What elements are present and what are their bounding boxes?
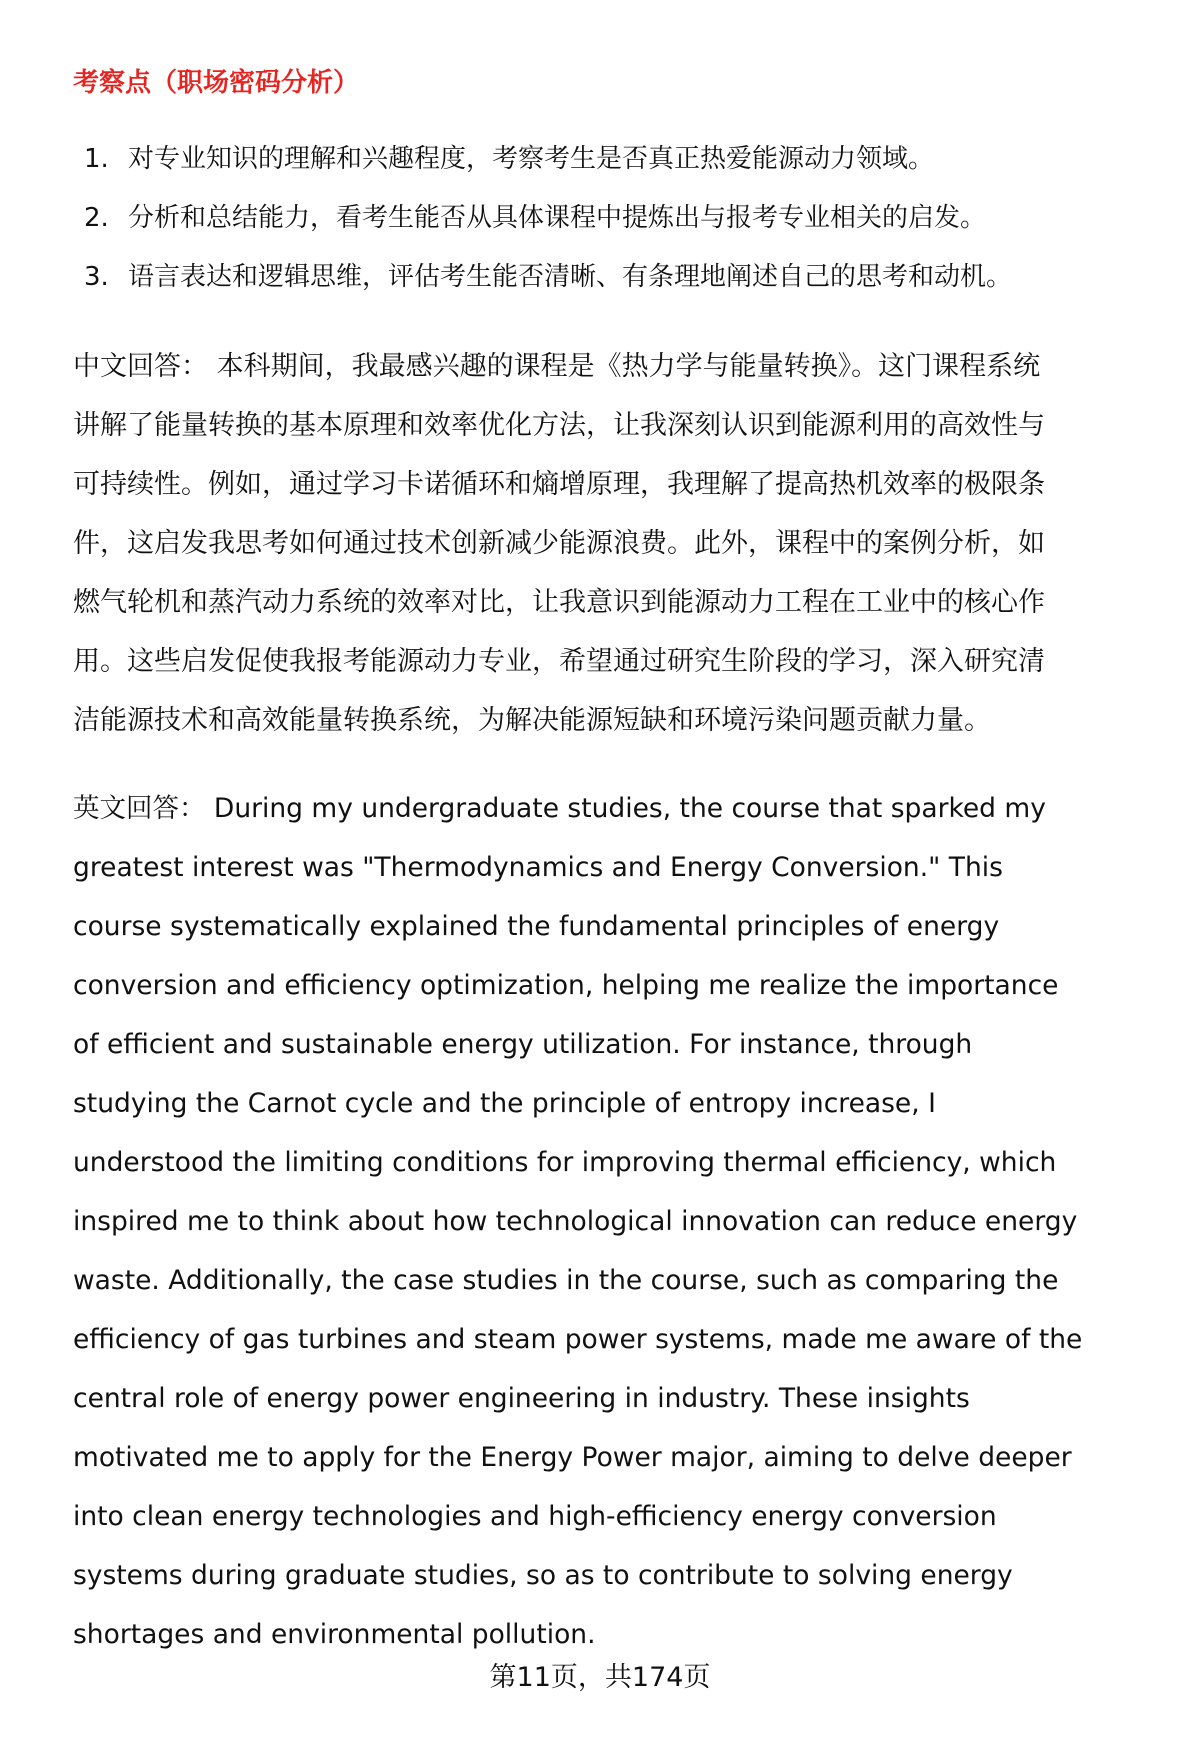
paragraph-line: motivated me to apply for the Energy Power major, aiming to delve deeper — [73, 1442, 1072, 1473]
list-text: 语言表达和逻辑思维，评估考生能否清晰、有条理地阐述自己的思考和动机。 — [128, 262, 1013, 292]
list-text: 分析和总结能力，看考生能否从具体课程中提炼出与报考专业相关的启发。 — [128, 203, 987, 233]
paragraph-line: understood the limiting conditions for improving thermal efficiency, which — [73, 1147, 1057, 1178]
paragraph-line: into clean energy technologies and high-efficiency energy conversion — [73, 1501, 997, 1532]
paragraph-line: course systematically explained the fundamental principles of energy — [73, 911, 1000, 942]
section-title: 考察点（职场密码分析） — [73, 68, 360, 98]
paragraph-line: shortages and environmental pollution. — [73, 1619, 596, 1650]
page-indicator: 第11页，共174页 — [489, 1662, 711, 1693]
paragraph-line: 洁能源技术和高效能量转换系统，为解决能源短缺和环境污染问题贡献力量。 — [73, 705, 991, 736]
assessment-points-list — [84, 138, 1012, 315]
paragraph-line: waste. Additionally, the case studies in the course, such as comparing the — [73, 1265, 1059, 1296]
paragraph-line: 燃气轮机和蒸汽动力系统的效率对比，让我意识到能源动力工程在工业中的核心作 — [73, 587, 1045, 618]
paragraph-line: efficiency of gas turbines and steam power systems, made me aware of the — [73, 1324, 1083, 1355]
list-text: 对专业知识的理解和兴趣程度，考察考生是否真正热爱能源动力领域。 — [128, 144, 935, 174]
paragraph-line: 英文回答： During my undergraduate studies, the course that sparked my — [73, 793, 1046, 824]
paragraph-line: 件，这启发我思考如何通过技术创新减少能源浪费。此外，课程中的案例分析，如 — [73, 528, 1045, 559]
paragraph-line: conversion and efficiency optimization, helping me realize the importance — [73, 970, 1059, 1001]
list-number: 3. — [84, 262, 109, 292]
english-answer-paragraph — [73, 779, 1153, 1664]
paragraph-line: greatest interest was "Thermodynamics and Energy Conversion." This — [73, 852, 1003, 883]
paragraph-line: 讲解了能量转换的基本原理和效率优化方法，让我深刻认识到能源利用的高效性与 — [73, 410, 1045, 441]
list-item — [84, 256, 1012, 315]
list-item — [84, 138, 1012, 197]
paragraph-line: central role of energy power engineering in industry. These insights — [73, 1383, 970, 1414]
paragraph-line: 中文回答： 本科期间，我最感兴趣的课程是《热力学与能量转换》。这门课程系统 — [73, 351, 1041, 382]
list-number: 1. — [84, 144, 109, 174]
paragraph-line: studying the Carnot cycle and the principle of entropy increase, I — [73, 1088, 936, 1119]
list-number: 2. — [84, 203, 109, 233]
paragraph-line: inspired me to think about how technological innovation can reduce energy — [73, 1206, 1078, 1237]
paragraph-line: of efficient and sustainable energy utilization. For instance, through — [73, 1029, 973, 1060]
list-item — [84, 197, 1012, 256]
paragraph-line: 用。这些启发促使我报考能源动力专业，希望通过研究生阶段的学习，深入研究清 — [73, 646, 1045, 677]
paragraph-line: systems during graduate studies, so as to contribute to solving energy — [73, 1560, 1013, 1591]
chinese-answer-paragraph — [73, 337, 1153, 750]
paragraph-line: 可持续性。例如，通过学习卡诺循环和熵增原理，我理解了提高热机效率的极限条 — [73, 469, 1045, 500]
